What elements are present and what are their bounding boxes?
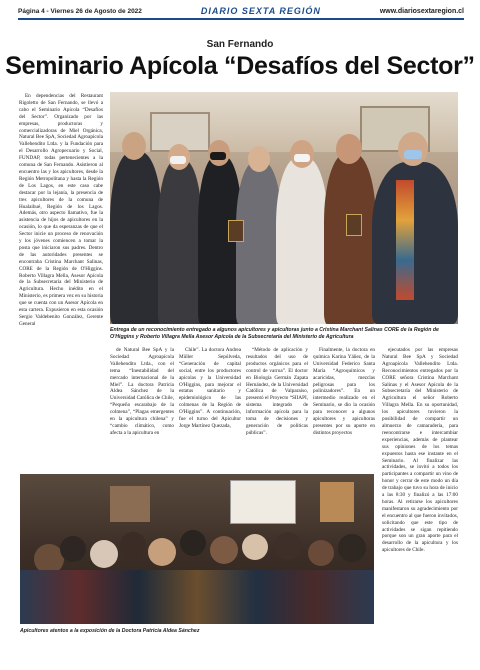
- column-4-text: “Método de aplicación y resultados del uso de productos orgánicos para el control de varroa”. El doctor en Biología Germán Zapata Hernández, de la Universidad Católica de Valparaíso, presentó el Proyecto “SIIAPI, sistema integrado de información apícola para la toma de decisiones y generación de políticas públicas”.: [246, 347, 308, 436]
- website-url[interactable]: www.diariosextaregion.cl: [379, 7, 464, 15]
- award-ceremony-photo: [110, 92, 458, 324]
- masthead: [18, 6, 464, 20]
- photo-caption-bottom: Apicultores atentos a la exposición de la Doctora Patricia Aldea Sánchez: [20, 628, 200, 634]
- article-column-4: [246, 347, 308, 467]
- page-date: Página 4 - Viernes 26 de Agosto de 2022: [18, 7, 142, 15]
- seminario-audience-photo: [20, 474, 374, 624]
- article-column-2: [110, 347, 174, 467]
- photo-caption-top: Entrega de un reconocimiento entregado a algunos apicultores y apicultoras junto a Cristina Marchant Salinas CORE de la Región de O'Higgins y Roberto Villagra Mella Asesor Apícola de la Subsecretaría del Ministerio de Agricultura: [110, 327, 439, 340]
- article-column-3: [179, 347, 241, 467]
- article-kicker: San Fernando: [206, 39, 274, 50]
- newspaper-name: DIARIO SEXTA REGIÓN: [200, 6, 321, 16]
- column-1-text: En dependencias del Restaurant Rigoletto de San Fernando, se llevó a cabo el Seminario Apícola “Desafíos del Sector”. Organizado por las empresas, productoras y comercializadoras de Miel Orgánica, Natural Bee SpA, Sociedad Agroapícola Vallehendito Ltda. y la Fundación para el Desarrollo Agropecuario y Social, FUNDAP, todas pertenecientes a la comuna de San Fernando. Asistieron al encuentro las y los apicultores, desde la Región Metropolitana y hasta la Región de Los Lagos, en este caso cabe destacar por la lejanía, la presencia de tres apicultores de la comuna de Hualaihué, Región de los Lagos. Además, otro aspecto llamativo, fue la asistencia de hijos de apicultores en la ocasión, lo que da esperanzas de que el Sector inicie un proceso de renovación y los jóvenes comiencen a tomar la posta que iniciaron sus padres. Dentro de las autoridades presentes se encontraba Cristina Marchant Salinas, CORE de la Región de O'Higgins. Roberto Villagra Mella, Asesor Apícola de la Subsecretaría del Ministerio de Agricultura. Hecho inédito en el Ministerio, es primera vez en su historia que se cuenta con un Asesor Apícola en esta cartera. Expusieron en esta ocasión Sergio Valdebenito González, Gerente General: [19, 93, 103, 327]
- column-5-text: Finalmente, la doctora en química Karina Yáñez, de la Universidad Federico Santa María “Agroquímicos y acaricidas, mezclas peligrosas para los polinizadores”. En un intermedio realizado en el Seminario, se dio la ocasión para reconocer a algunos apicultores y apicultoras presentes por su aporte en distintos proyectos: [313, 347, 375, 436]
- column-2-text: de Natural Bee SpA y la Sociedad Agroapícola Vallehendito Ltda., con el tema “Inestabilidad del mercado internacional de la Miel”. La doctora Patricia Aldea Sánchez de la Universidad Católica de Chile, “Pequeño escarabajo de la colmena”, “Plagas emergentes en la apicultura chilena” y “cambio climático, como afecta a la apicultura en: [110, 347, 174, 436]
- article-title: Seminario Apícola “Desafíos del Sector”: [5, 52, 475, 80]
- article-column-6: [382, 347, 458, 651]
- column-3-text: Chile”. La doctora Andrea Müller Sepúlveda, “Generación de capital social, entre los productores apícolas y la Universidad O'Higgins, para mejorar el estatus sanitario y epidemiológico de las colmenas de la Región de O'Higgins”. A continuación, fue el turno del Apicultor Jorge Martínez Quezada,: [179, 347, 241, 429]
- column-6-text: ejecutados por las empresas Natural Bee SpA y Sociedad Agroapícola Vallehendito Ltda. Reconocimientos entregados por la CORE señora Cristina Marchant Salinas y el Asesor Apícola de la Subsecretaría del Ministerio de Agricultura el señor Roberto Villagra Mella. En su oportunidad, los apicultores tuvieron la posibilidad de compartir un almuerzo de camaradería, para reencontrarse e intercambiar experiencias, además de plantear sus opiniones de los temas expuestos hasta ese instante en el Seminario. Al finalizar las actividades, se invitó a todos los participantes a compartir un vino de honor y cerrar de este modo un día de trabajo que tuvo su hora de inicio a las 8:30 y finalizó a las 17:00 horas. Al retirarse los apicultores manifestaron su agradecimiento por el encuentro al que fueron invitados, solicitando que este tipo de actividades se sigan repitiendo porque son un gran aporte para el desarrollo de la apicultura y los apicultores de Chile.: [382, 347, 458, 554]
- article-column-5: [313, 347, 375, 467]
